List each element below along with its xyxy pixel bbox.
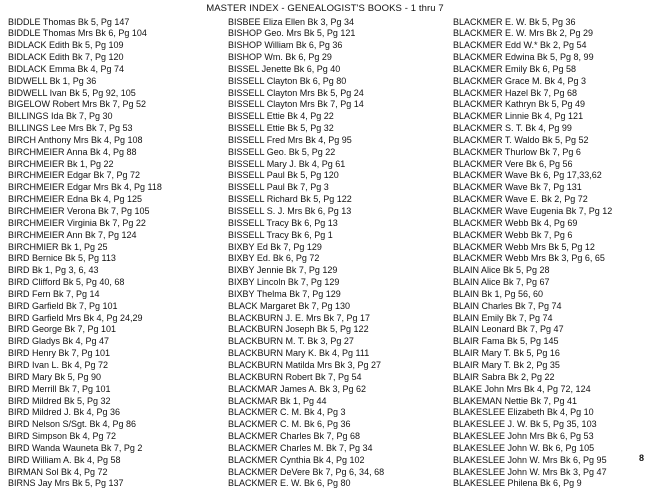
index-entry: BIRD Merrill Bk 7, Pg 101 [8, 384, 223, 396]
index-entry: BLAIR Sabra Bk 2, Pg 22 [453, 372, 650, 384]
index-entry: BLACKMER Wave Eugenia Bk 7, Pg 12 [453, 206, 650, 218]
index-column-2 [228, 17, 443, 490]
page-title: MASTER INDEX - GENEALOGIST'S BOOKS - 1 thru 7 [0, 3, 650, 14]
index-entry: BLACKMER Webb Mrs Bk 3, Pg 6, 65 [453, 253, 650, 265]
index-entry: BISSELL Richard Bk 5, Pg 122 [228, 194, 443, 206]
index-entry: BLACKBURN J. E. Mrs Bk 7, Pg 17 [228, 313, 443, 325]
index-entry: BIXBY Ed Bk 7, Pg 129 [228, 242, 443, 254]
index-entry: BIRD Bernice Bk 5, Pg 113 [8, 253, 223, 265]
index-entry: BLACKBURN Joseph Bk 5, Pg 122 [228, 324, 443, 336]
index-entry: BIRD Mildred Bk 5, Pg 32 [8, 396, 223, 408]
index-entry: BLACKMER Wave Bk 6, Pg 17,33,62 [453, 170, 650, 182]
index-entry: BIRCHMEIER Bk 1, Pg 22 [8, 159, 223, 171]
index-entry: BLACKMER Wave E. Bk 2, Pg 72 [453, 194, 650, 206]
index-entry: BISSELL Clayton Mrs Bk 7, Pg 14 [228, 99, 443, 111]
index-entry: BLAKESLEE Philena Bk 6, Pg 9 [453, 478, 650, 490]
index-entry: BIDWELL Ivan Bk 5, Pg 92, 105 [8, 88, 223, 100]
index-entry: BLACKMER Cynthia Bk 4, Pg 102 [228, 455, 443, 467]
index-entry: BIRD Nelson S/Sgt. Bk 4, Pg 86 [8, 419, 223, 431]
index-entry: BISSELL Tracy Bk 6, Pg 1 [228, 230, 443, 242]
index-entry: BLACKMAR James A. Bk 3, Pg 62 [228, 384, 443, 396]
index-entry: BISSELL Paul Bk 7, Pg 3 [228, 182, 443, 194]
index-entry: BLACKMER Emily Bk 6, Pg 58 [453, 64, 650, 76]
index-entry: BLACKMER C. M. Bk 4, Pg 3 [228, 407, 443, 419]
index-entry: BLACKBURN M. T. Bk 3, Pg 27 [228, 336, 443, 348]
index-entry: BISSEL Jenette Bk 6, Pg 40 [228, 64, 443, 76]
index-entry: BISHOP Wm. Bk 6, Pg 29 [228, 52, 443, 64]
index-entry: BLACKMER Linnie Bk 4, Pg 121 [453, 111, 650, 123]
index-entry: BLACKMER Webb Bk 4, Pg 69 [453, 218, 650, 230]
index-entry: BIDLACK Edith Bk 5, Pg 109 [8, 40, 223, 52]
index-entry: BLACKBURN Matilda Mrs Bk 3, Pg 27 [228, 360, 443, 372]
index-entry: BIRD Simpson Bk 4, Pg 72 [8, 431, 223, 443]
index-entry: BISHOP Geo. Mrs Bk 5, Pg 121 [228, 28, 443, 40]
index-entry: BISSELL Ettie Bk 4, Pg 22 [228, 111, 443, 123]
index-entry: BLAIN Charles Bk 7, Pg 74 [453, 301, 650, 313]
index-entry: BIDLACK Emma Bk 4, Pg 74 [8, 64, 223, 76]
index-entry: BIRD William A. Bk 4, Pg 58 [8, 455, 223, 467]
index-entry: BISSELL Clayton Mrs Bk 5, Pg 24 [228, 88, 443, 100]
index-entry: BLAKESLEE John W. Bk 6, Pg 105 [453, 443, 650, 455]
index-entry: BIRD Clifford Bk 5, Pg 40, 68 [8, 277, 223, 289]
index-entry: BIRCHMEIER Verona Bk 7, Pg 105 [8, 206, 223, 218]
index-entry: BLAKESLEE John W. Mrs Bk 6, Pg 95 [453, 455, 650, 467]
index-entry: BIXBY Lincoln Bk 7, Pg 129 [228, 277, 443, 289]
index-entry: BIDLACK Edith Bk 7, Pg 120 [8, 52, 223, 64]
index-entry: BLAIN Alice Bk 5, Pg 28 [453, 265, 650, 277]
index-entry: BLACKMER Vere Bk 6, Pg 56 [453, 159, 650, 171]
index-entry: BIRCHMEIER Edgar Mrs Bk 4, Pg 118 [8, 182, 223, 194]
index-entry: BILLINGS Lee Mrs Bk 7, Pg 53 [8, 123, 223, 135]
index-entry: BIRD Gladys Bk 4, Pg 47 [8, 336, 223, 348]
index-entry: BLAIN Bk 1, Pg 56, 60 [453, 289, 650, 301]
index-entry: BISSELL S. J. Mrs Bk 6, Pg 13 [228, 206, 443, 218]
index-entry: BIRD Bk 1, Pg 3, 6, 43 [8, 265, 223, 277]
index-entry: BLACKMAR Bk 1, Pg 44 [228, 396, 443, 408]
index-entry: BIRCH Anthony Mrs Bk 4, Pg 108 [8, 135, 223, 147]
index-entry: BISSELL Clayton Bk 6, Pg 80 [228, 76, 443, 88]
index-entry: BIRD Fern Bk 7, Pg 14 [8, 289, 223, 301]
index-entry: BIRD Garfield Bk 7, Pg 101 [8, 301, 223, 313]
index-entry: BLACK Margaret Bk 7, Pg 130 [228, 301, 443, 313]
index-entry: BIRCHMEIER Virginia Bk 7, Pg 22 [8, 218, 223, 230]
index-entry: BLACKMER Kathryn Bk 5, Pg 49 [453, 99, 650, 111]
index-entry: BIXBY Thelma Bk 7, Pg 129 [228, 289, 443, 301]
index-entry: BIXBY Jennie Bk 7, Pg 129 [228, 265, 443, 277]
index-entry: BLACKMER T. Waldo Bk 5, Pg 52 [453, 135, 650, 147]
index-entry: BIDDLE Thomas Mrs Bk 6, Pg 104 [8, 28, 223, 40]
index-entry: BLAKESLEE John Mrs Bk 6, Pg 53 [453, 431, 650, 443]
index-entry: BISSELL Geo. Bk 5, Pg 22 [228, 147, 443, 159]
index-entry: BILLINGS Ida Bk 7, Pg 30 [8, 111, 223, 123]
index-column-3 [453, 17, 650, 490]
index-entry: BISSELL Tracy Bk 6, Pg 13 [228, 218, 443, 230]
index-entry: BLACKMER E. W. Bk 5, Pg 36 [453, 17, 650, 29]
index-entry: BLACKBURN Robert Bk 7, Pg 54 [228, 372, 443, 384]
index-entry: BLAIN Leonard Bk 7, Pg 47 [453, 324, 650, 336]
index-entry: BIDDLE Thomas Bk 5, Pg 147 [8, 17, 223, 29]
index-entry: BIRCHMEIER Anna Bk 4, Pg 88 [8, 147, 223, 159]
index-entry: BIRD Garfield Mrs Bk 4, Pg 24,29 [8, 313, 223, 325]
index-entry: BIRD Ivan L. Bk 4, Pg 72 [8, 360, 223, 372]
index-entry: BLACKMER Edd W.* Bk 2, Pg 54 [453, 40, 650, 52]
index-entry: BIRMAN Sol Bk 4, Pg 72 [8, 467, 223, 479]
index-entry: BIRD Henry Bk 7, Pg 101 [8, 348, 223, 360]
index-entry: BLACKMER E. W. Bk 6, Pg 80 [228, 478, 443, 490]
index-entry: BISBEE Eliza Ellen Bk 3, Pg 34 [228, 17, 443, 29]
index-entry: BLAIR Fama Bk 5, Pg 145 [453, 336, 650, 348]
index-entry: BISSELL Paul Bk 5, Pg 120 [228, 170, 443, 182]
index-entry: BLACKMER Thurlow Bk 7, Pg 6 [453, 147, 650, 159]
page-number: 8 [639, 453, 644, 463]
index-entry: BIRCHMEIER Edgar Bk 7, Pg 72 [8, 170, 223, 182]
index-entry: BLAKEMAN Nettie Bk 7, Pg 41 [453, 396, 650, 408]
index-entry: BISSELL Fred Mrs Bk 4, Pg 95 [228, 135, 443, 147]
index-entry: BLACKBURN Mary K. Bk 4, Pg 111 [228, 348, 443, 360]
index-entry: BISHOP William Bk 6, Pg 36 [228, 40, 443, 52]
index-entry: BIRNS Jay Mrs Bk 5, Pg 137 [8, 478, 223, 490]
index-entry: BLACKMER Grace M. Bk 4, Pg 3 [453, 76, 650, 88]
index-entry: BIDWELL Bk 1, Pg 36 [8, 76, 223, 88]
index-entry: BLAIN Emily Bk 7, Pg 74 [453, 313, 650, 325]
index-entry: BIXBY Ed. Bk 6, Pg 72 [228, 253, 443, 265]
index-entry: BLACKMER Wave Bk 7, Pg 131 [453, 182, 650, 194]
index-entry: BLAKE John Mrs Bk 4, Pg 72, 124 [453, 384, 650, 396]
index-entry: BLACKMER Webb Mrs Bk 5, Pg 12 [453, 242, 650, 254]
index-entry: BLACKMER E. W. Mrs Bk 2, Pg 29 [453, 28, 650, 40]
index-entry: BLACKMER Webb Bk 7, Pg 6 [453, 230, 650, 242]
index-entry: BLAIR Mary T. Bk 5, Pg 16 [453, 348, 650, 360]
index-entry: BLACKMER Charles Bk 7, Pg 68 [228, 431, 443, 443]
index-entry: BIRD George Bk 7, Pg 101 [8, 324, 223, 336]
index-entry: BLAKESLEE J. W. Bk 5, Pg 35, 103 [453, 419, 650, 431]
index-entry: BIRD Mildred J. Bk 4, Pg 36 [8, 407, 223, 419]
index-entry: BIRCHMEIER Ann Bk 7, Pg 124 [8, 230, 223, 242]
index-entry: BLACKMER S. T. Bk 4, Pg 99 [453, 123, 650, 135]
index-entry: BLAIN Alice Bk 7, Pg 67 [453, 277, 650, 289]
index-entry: BLAKESLEE Elizabeth Bk 4, Pg 10 [453, 407, 650, 419]
index-entry: BLAIR Mary T. Bk 2, Pg 35 [453, 360, 650, 372]
index-entry: BIRD Mary Bk 5, Pg 90 [8, 372, 223, 384]
index-entry: BIRCHMEIER Edna Bk 4, Pg 125 [8, 194, 223, 206]
index-entry: BISSELL Mary J. Bk 4, Pg 61 [228, 159, 443, 171]
index-entry: BIRCHMIER Bk 1, Pg 25 [8, 242, 223, 254]
index-entry: BIRD Wanda Wauneta Bk 7, Pg 2 [8, 443, 223, 455]
index-entry: BLACKMER C. M. Bk 6, Pg 36 [228, 419, 443, 431]
index-entry: BLACKMER Edwina Bk 5, Pg 8, 99 [453, 52, 650, 64]
index-entry: BIGELOW Robert Mrs Bk 7, Pg 52 [8, 99, 223, 111]
index-entry: BISSELL Ettie Bk 5, Pg 32 [228, 123, 443, 135]
index-column-1 [8, 17, 223, 490]
index-entry: BLACKMER Charles M. Bk 7, Pg 34 [228, 443, 443, 455]
index-entry: BLACKMER Hazel Bk 7, Pg 68 [453, 88, 650, 100]
index-entry: BLAKESLEE John W. Mrs Bk 3, Pg 47 [453, 467, 650, 479]
index-entry: BLACKMER DeVere Bk 7, Pg 6, 34, 68 [228, 467, 443, 479]
